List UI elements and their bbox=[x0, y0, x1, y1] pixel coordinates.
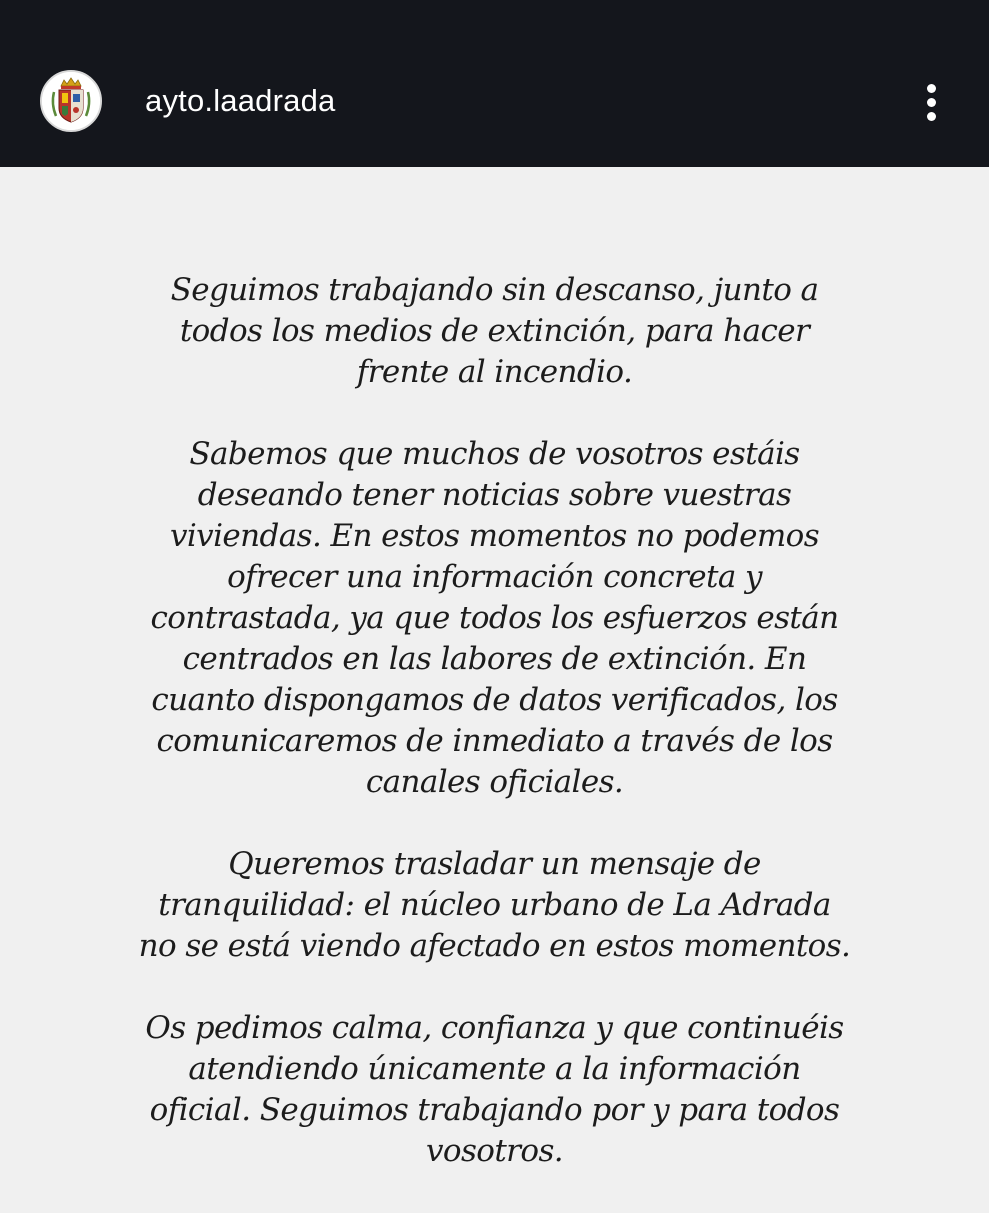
message-paragraph-1: Seguimos trabajando sin descanso, junto a todos los medios de extinción, para hacer frente al incendio. bbox=[170, 272, 819, 390]
coat-of-arms-icon bbox=[42, 72, 100, 130]
more-vertical-icon-dot-2 bbox=[927, 98, 936, 107]
message-paragraph-3: Queremos trasladar un mensaje de tranquilidad: el núcleo urbano de La Adrada no se está viendo afectado en estos momentos. bbox=[138, 846, 851, 964]
more-vertical-icon-dot-3 bbox=[927, 112, 936, 121]
post-message bbox=[80, 270, 909, 1213]
profile-avatar[interactable] bbox=[40, 70, 102, 132]
more-vertical-icon bbox=[927, 84, 936, 93]
message-paragraph-4: Os pedimos calma, confianza y que continuéis atendiendo únicamente a la información oficial. Seguimos trabajando por y para todos vosotros. bbox=[145, 1010, 844, 1169]
post-header bbox=[0, 0, 989, 167]
post-image bbox=[0, 167, 989, 1200]
message-paragraph-2: Sabemos que muchos de vosotros estáis deseando tener noticias sobre vuestras viviendas. En estos momentos no podemos ofrecer una información concreta y contrastada, ya que todos los esfuerzos están centrados en las labores de extinción. En cuanto dispongamos de datos verificados, los comunicaremos de inmediato a través de los canales oficiales. bbox=[150, 436, 839, 800]
account-username[interactable]: ayto.laadrada bbox=[145, 83, 336, 118]
more-options-button[interactable] bbox=[914, 78, 950, 126]
